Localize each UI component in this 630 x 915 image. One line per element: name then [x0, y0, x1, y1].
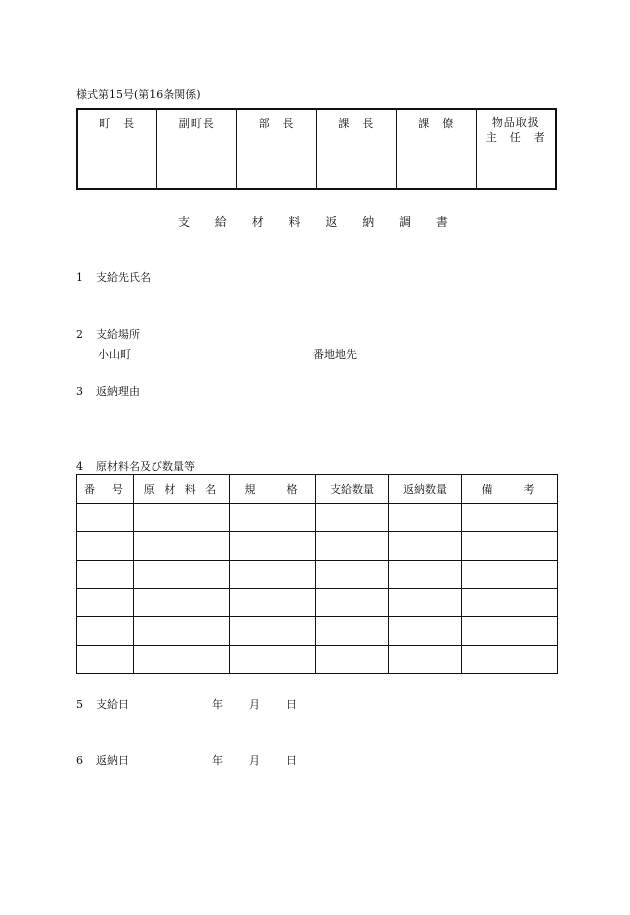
table-cell[interactable]	[230, 588, 316, 616]
table-cell[interactable]	[77, 588, 134, 616]
table-cell[interactable]	[316, 560, 389, 588]
title-char: 料	[288, 215, 301, 229]
table-cell[interactable]	[389, 645, 462, 673]
item-number: 5	[76, 698, 83, 711]
materials-header-row	[77, 475, 558, 504]
item-label: 返納理由	[96, 385, 140, 398]
table-cell[interactable]	[462, 532, 558, 560]
table-cell[interactable]	[77, 560, 134, 588]
table-cell[interactable]	[462, 588, 558, 616]
header-material-name: 原 材 料 名	[134, 475, 230, 504]
supply-date-row	[76, 696, 297, 712]
table-row	[77, 617, 558, 645]
title-char: 書	[435, 215, 448, 229]
approval-cell-staff: 課 僚	[396, 109, 476, 189]
table-cell[interactable]	[462, 560, 558, 588]
item-number: 1	[76, 271, 83, 284]
supply-date-label: 支給日	[96, 698, 129, 711]
materials-table	[76, 474, 558, 674]
item-label: 支給先氏名	[96, 271, 151, 284]
title-char: 納	[362, 215, 375, 229]
table-cell[interactable]	[316, 617, 389, 645]
table-cell[interactable]	[134, 588, 230, 616]
year-unit: 年	[212, 754, 223, 767]
table-cell[interactable]	[77, 532, 134, 560]
header-specification: 規 格	[230, 475, 316, 504]
approval-cell-goods-officer	[476, 109, 556, 189]
item-recipient-name	[76, 269, 151, 285]
title-char: 給	[214, 215, 227, 229]
table-cell[interactable]	[77, 504, 134, 532]
item-return-reason	[76, 383, 140, 399]
form-number: 様式第15号(第16条関係)	[76, 88, 201, 101]
table-row	[77, 645, 558, 673]
table-cell[interactable]	[462, 504, 558, 532]
table-cell[interactable]	[134, 617, 230, 645]
table-row	[77, 532, 558, 560]
header-returned-qty: 返納数量	[389, 475, 462, 504]
approval-cell-mayor: 町 長	[77, 109, 157, 189]
day-unit: 日	[286, 698, 297, 711]
table-cell[interactable]	[230, 645, 316, 673]
table-cell[interactable]	[389, 617, 462, 645]
year-unit: 年	[212, 698, 223, 711]
table-cell[interactable]	[316, 532, 389, 560]
item-supply-location	[76, 326, 140, 342]
goods-officer-line2: 主 任 者	[485, 131, 546, 144]
item-number: 2	[76, 328, 83, 341]
table-cell[interactable]	[230, 532, 316, 560]
table-cell[interactable]	[389, 588, 462, 616]
table-cell[interactable]	[389, 560, 462, 588]
approval-cell-deputy-mayor: 副町長	[157, 109, 237, 189]
item-label: 原材料名及び数量等	[96, 460, 195, 473]
title-char: 支	[178, 215, 191, 229]
item-number: 4	[76, 460, 83, 473]
title-char: 材	[251, 215, 264, 229]
table-cell[interactable]	[230, 617, 316, 645]
header-remarks: 備 考	[462, 475, 558, 504]
title-char: 調	[399, 215, 412, 229]
month-unit: 月	[249, 698, 260, 711]
table-cell[interactable]	[389, 532, 462, 560]
title-char: 返	[325, 215, 338, 229]
table-cell[interactable]	[316, 588, 389, 616]
item-number: 6	[76, 754, 83, 767]
approval-stamp-table	[76, 108, 557, 190]
table-cell[interactable]	[230, 504, 316, 532]
location-town: 小山町	[98, 348, 131, 361]
table-cell[interactable]	[134, 504, 230, 532]
return-date-row	[76, 752, 297, 768]
goods-officer-line1: 物品取扱	[491, 116, 540, 129]
table-cell[interactable]	[134, 560, 230, 588]
month-unit: 月	[249, 754, 260, 767]
table-cell[interactable]	[77, 617, 134, 645]
header-number: 番 号	[77, 475, 134, 504]
approval-cell-section-chief: 課 長	[316, 109, 396, 189]
table-cell[interactable]	[316, 645, 389, 673]
document-title	[178, 213, 448, 230]
day-unit: 日	[286, 754, 297, 767]
table-cell[interactable]	[77, 645, 134, 673]
item-label: 支給場所	[96, 328, 140, 341]
item-materials	[76, 458, 195, 474]
table-row	[77, 504, 558, 532]
table-cell[interactable]	[462, 645, 558, 673]
location-address-suffix: 番地地先	[313, 348, 357, 361]
table-cell[interactable]	[134, 645, 230, 673]
item-number: 3	[76, 385, 83, 398]
table-cell[interactable]	[462, 617, 558, 645]
table-row	[77, 560, 558, 588]
header-supplied-qty: 支給数量	[316, 475, 389, 504]
table-cell[interactable]	[389, 504, 462, 532]
table-cell[interactable]	[134, 532, 230, 560]
return-date-label: 返納日	[96, 754, 129, 767]
table-row	[77, 588, 558, 616]
approval-cell-director: 部 長	[237, 109, 317, 189]
table-cell[interactable]	[230, 560, 316, 588]
table-cell[interactable]	[316, 504, 389, 532]
